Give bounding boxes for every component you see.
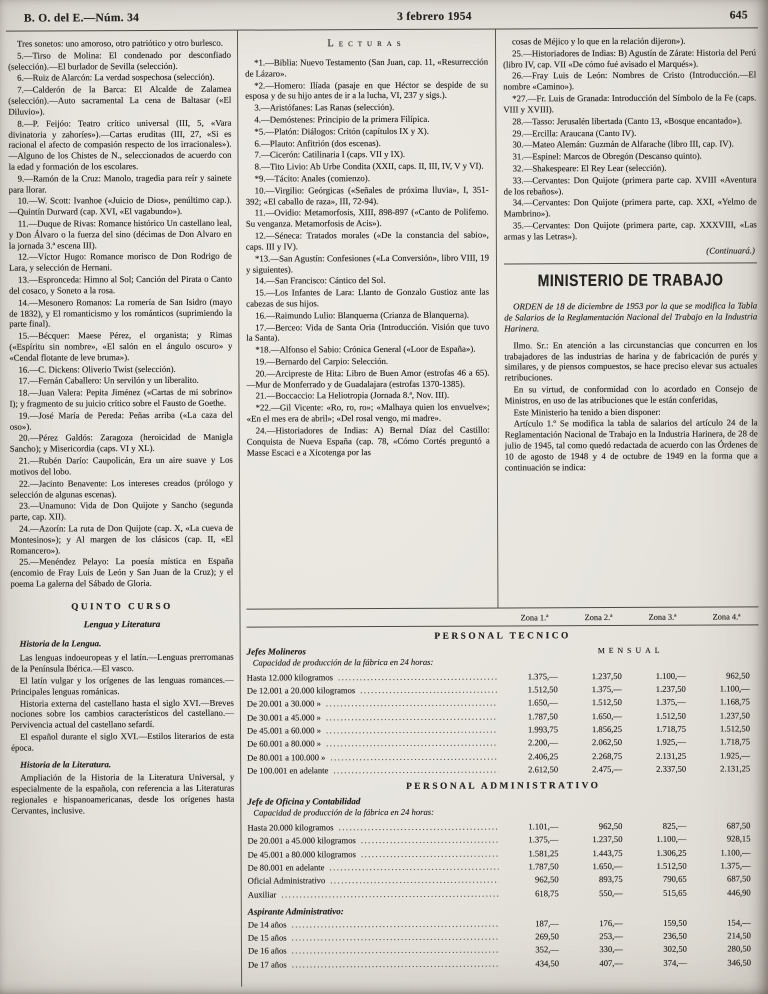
- curriculum-block: 9.—Ramón de la Cruz: Manolo, tragedia para reír y sainete para llorar.: [8, 172, 232, 195]
- table-row: [248, 886, 760, 902]
- lecturas-item: 35.—Cervantes: Don Quijote (primera parte, cap. XXXVIII, «Las armas y las Letras»).: [503, 219, 757, 242]
- dot-leader: [333, 763, 498, 777]
- zone3-value: 1.925,—: [655, 736, 687, 748]
- zone1-value: 2.200,—: [527, 737, 559, 748]
- curriculum-block: 20.—Pérez Galdós: Zaragoza (heroicidad de Manigla Sancho); y Misericordia (caps. VI y XL).: [9, 432, 233, 454]
- zone3-value: 236,50: [663, 930, 687, 941]
- zone2-value: 1.856,25: [591, 723, 623, 735]
- lecturas-item: 19.—Bernardo del Carpio: Selección.: [255, 356, 389, 367]
- zone1-value: 962,50: [535, 874, 559, 885]
- curriculum-block: 10.—W. Scott: Ivanhoe («Juicio de Dios», penúltimo cap.).—Quintín Durward (cap. XVI, «El vagabundo»).: [8, 195, 232, 217]
- ministry-section: [504, 263, 758, 473]
- zone4-value: 687,50: [727, 873, 751, 884]
- zone4-value: 1.168,75: [719, 696, 750, 707]
- zone4-value: 214,50: [727, 930, 751, 941]
- row-label: De 80.001 a 100.000 »: [247, 751, 326, 763]
- zone1-value: 1.993,75: [527, 724, 559, 735]
- dot-leader: [360, 684, 498, 698]
- row-label: De 14 años: [247, 919, 287, 930]
- administrativo-group-label: Jefe de Oficina y Contabilidad: [247, 796, 361, 807]
- lecturas-item: 17.—Berceo: Vida de Santa Oria (Introducción. Visión que tuvo la Santa).: [246, 321, 490, 344]
- dot-leader: [281, 887, 498, 901]
- curriculum-block: 17.—Fernán Caballero: Un servilón y un liberalito.: [18, 375, 199, 386]
- zone2-value: 1.512,50: [591, 697, 622, 708]
- lecturas-item: 15.—Los Infantes de Lara: Llanto de Gonzalo Gustioz ante las cabezas de sus hijos.: [246, 286, 490, 309]
- zone3-value: 1.512,50: [656, 860, 687, 871]
- row-label: De 100.001 en adelante: [247, 765, 329, 776]
- lecturas-item: 16.—Raimundo Lulio: Blanquerna (Crianza de Blanquerna).: [255, 309, 469, 321]
- curriculum-block: 11.—Duque de Rivas: Romance histórico Un castellano leal, y Don Álvaro o la fuerza del sino (décimas de Don Alvaro en la jornada 3.ª escena III).: [8, 217, 232, 251]
- zone2-value: 962,50: [598, 820, 623, 832]
- row-label: De 17 años: [248, 959, 287, 970]
- lecturas-item: 7.—Cicerón: Catilinaria I (caps. VII y IX).: [254, 149, 406, 160]
- curriculum-block: 23.—Unamuno: Vida de Don Quijote y Sancho (segunda parte, cap. XII).: [10, 499, 234, 522]
- row-label: De 12.001 a 20.000 kilogramos: [246, 685, 356, 696]
- row-label: De 30.001 a 45.000 »: [246, 711, 321, 723]
- zone2-value: 2.062,50: [591, 737, 623, 748]
- spacer: [360, 803, 759, 805]
- orden-paragraph: Este Ministerio ha tenido a bien disponer:: [513, 406, 661, 418]
- lecturas-item: 30.—Mateo Alemán: Guzmán de Alfarache (libro III, cap. IV).: [512, 138, 734, 150]
- aspirante-group-label: Aspirante Administrativo:: [247, 906, 344, 917]
- zone1-value: 2.612,50: [528, 764, 559, 775]
- gazette-issue: B. O. del E.—Núm. 34: [23, 12, 140, 25]
- row-label: Hasta 20.000 kilogramos: [247, 822, 334, 833]
- row-label: Hasta 12.000 kilogramos: [246, 671, 333, 683]
- dot-leader: [329, 860, 498, 874]
- tecnico-heading: PERSONAL TECNICO: [434, 631, 571, 642]
- zone4-value: 1.237,50: [719, 710, 750, 721]
- zone3-value: 1.306,25: [656, 847, 687, 858]
- zone2-value: 893,75: [599, 874, 623, 885]
- zone1-value: 1.101,—: [528, 821, 559, 832]
- zone1-value: 1.375,—: [528, 834, 559, 845]
- lecturas-item: cosas de Méjico y lo que en la relación dijeron»).: [511, 35, 686, 47]
- zone3-value: 2.131,25: [656, 750, 687, 761]
- curriculum-block: Ampliación de la Historia de la Literatura Universal, y especialmente de la española, con referencia a las Literaturas regionales e hispanoamericanas, desde los orígenes hasta Cervantes, inclusive.: [11, 772, 235, 816]
- lecturas-item: 20.—Arcipreste de Hita: Libro de Buen Amor (estrofas 46 a 65).—Mur de Monferrado y de Guadalajara (estrofas 1370-1385).: [246, 367, 490, 390]
- dot-leader: [292, 957, 499, 971]
- orden-paragraph: Ilmo. Sr.: En atención a las circunstancias que concurren en los trabajadores de las industrias de harina y de fabricación de purés y similares, y de piensos compuestos, se hace preciso elevar sus actuales retribuciones.: [504, 339, 758, 383]
- tecnico-group-row: [247, 644, 759, 656]
- orden-summary: ORDEN de 18 de diciembre de 1953 por la que se modifica la Tabla de Salarios de la Reglamentación Nacional del Trabajo en la Industria Harinera.: [504, 300, 758, 334]
- dot-leader: [326, 697, 498, 711]
- lecturas-item: 25.—Historiadores de Indias: B) Agustín de Zárate: Historia del Perú (libro IV, cap. VII «De cómo fué avisado el Marqués»).: [503, 47, 757, 70]
- curriculum-block: 21.—Rubén Darío: Caupolicán, Era un aire suave y Los motivos del lobo.: [9, 454, 233, 477]
- row-label: De 15 años: [247, 932, 287, 943]
- row-label: De 45.001 a 60.000 »: [246, 725, 322, 736]
- zone3-value: 1.100,—: [655, 670, 686, 681]
- lecturas-item: 28.—Tasso: Jerusalén libertada (Canto 13, «Bosque encantado»).: [512, 115, 743, 127]
- lecturas-item: 29.—Ercilla: Araucana (Canto IV).: [512, 127, 637, 138]
- zone1-value: 1.650,—: [527, 697, 558, 708]
- lecturas-item: 12.—Séneca: Tratados morales («De la constancia del sabio», caps. III y IV).: [245, 229, 489, 252]
- lecturas-heading: Lecturas: [327, 37, 406, 50]
- zone4-value: 280,50: [727, 943, 751, 954]
- zone2-value: 1.237,50: [592, 834, 623, 845]
- row-label: Oficial Administrativo: [247, 875, 326, 886]
- curriculum-block: El latín vulgar y los orígenes de las lenguas romances.—Principales lenguas románicas.: [10, 674, 234, 697]
- curriculum-block: Tres sonetos: uno amoroso, otro patriótico y otro burlesco.: [16, 37, 223, 49]
- zone4-value: 154,—: [727, 917, 751, 928]
- curriculum-block: QUINTO CURSO: [71, 600, 173, 612]
- curriculum-block: 25.—Menéndez Pelayo: La poesía mística en España (encomio de Fray Luis de León y San Juan de la Cruz); y el poema La galerna del Sábado de Gloria.: [10, 556, 234, 589]
- lecturas-item: 24.—Historiadores de Indias: A) Bernal Díaz del Castillo: Conquista de Nueva España (cap. 78, «Cómo Cortés preguntó a Masse Escaci e a Xicotenga por las: [246, 424, 490, 458]
- curriculum-block: Historia externa del castellano hasta el siglo XVI.—Breves nociones sobre los cambios característicos del castellano.—Pervivencia actual del castellano sefardí.: [10, 697, 234, 730]
- lecturas-item: 3.—Aristófanes: Las Ranas (selección).: [254, 102, 395, 113]
- curriculum-block: Las lenguas indoeuropeas y el latín.—Lenguas prerromanas de la Península Ibérica.—El vasco.: [10, 651, 234, 674]
- zone1-value: 352,—: [535, 944, 559, 955]
- lecturas-item: 31.—Espinel: Marcos de Obregón (Descanso quinto).: [512, 150, 702, 162]
- lecturas-item: 14.—San Francisco: Cántico del Sol.: [255, 275, 386, 286]
- zone-header: Zona 1.ª: [520, 613, 549, 623]
- lecturas-list-continued: [503, 35, 757, 242]
- dot-leader: [292, 917, 499, 931]
- spacer: [306, 653, 503, 654]
- zone4-value: 446,90: [727, 886, 751, 898]
- zone4-value: 687,50: [726, 820, 751, 831]
- zone-header: Zona 4.ª: [712, 612, 741, 622]
- dot-leader: [292, 944, 499, 958]
- salary-table: [246, 606, 760, 971]
- curriculum-block: 19.—José María de Pereda: Peñas arriba («La caza del oso»).: [9, 409, 233, 432]
- zone4-value: 962,50: [726, 670, 750, 681]
- zone1-value: 2.406,25: [528, 750, 559, 761]
- column-divider-left: [237, 31, 242, 987]
- lecturas-list: [245, 56, 490, 457]
- curriculum-block: 5.—Tirso de Molina: El condenado por desconfiado (selección).—El burlador de Sevilla (selección).: [8, 49, 232, 72]
- zone1-value: 1.512,50: [527, 684, 558, 695]
- gazette-date: 3 febrero 1954: [397, 10, 472, 23]
- dot-leader: [330, 874, 498, 888]
- orden-paragraph: En su virtud, de conformidad con lo acordado en Consejo de Ministros, en uso de las atribuciones que le están conferidas,: [504, 383, 758, 406]
- row-label: De 80.001 en adelante: [247, 862, 325, 873]
- zone-header-row: [247, 610, 759, 627]
- zone2-value: 253,—: [599, 931, 623, 942]
- lecturas-item: 33.—Cervantes: Don Quijote (primera parte cap. XVIII «Aventura de los rebaños»).: [503, 174, 757, 197]
- lecturas-item: 10.—Virgilio: Geórgicas («Señales de próxima lluvia», I, 351-392; «El caballo de raza», III, 72-94).: [245, 184, 489, 207]
- lecturas-item: *2.—Homero: Ilíada (pasaje en que Héctor se despide de su esposa y de su hijo antes de ir a la lucha, VI, 237 y sigs.).: [245, 79, 489, 101]
- zone-header: Zona 2.ª: [584, 613, 613, 623]
- dot-leader: [326, 710, 498, 724]
- zone1-value: 187,—: [535, 918, 559, 929]
- tecnico-group-label: Jefes Molineros: [246, 646, 306, 657]
- zone3-value: 302,50: [663, 944, 687, 955]
- zone3-value: 1.512,50: [655, 710, 686, 721]
- zone3-value: 159,50: [663, 917, 687, 928]
- page-number: 645: [729, 9, 748, 22]
- orden-body: [504, 339, 758, 473]
- zone1-value: 1.581,25: [528, 847, 559, 858]
- zone4-value: 1.375,—: [720, 860, 751, 871]
- dot-leader: [339, 820, 499, 834]
- aspirante-rows: [248, 916, 760, 971]
- zone3-value: 374,—: [663, 957, 688, 968]
- ministry-heading: MINISTERIO DE TRABAJO: [537, 271, 724, 292]
- dot-leader: [326, 723, 498, 737]
- dot-leader: [338, 670, 498, 684]
- curriculum-block: 24.—Azorín: La ruta de Don Quijote (cap. X, «La cueva de Montesinos»); y Al margen de los clásicos (cap. II, «El Romancero»).: [10, 522, 234, 556]
- curriculum-block: 16.—C. Dickens: Oliverio Twist (selección).: [18, 363, 176, 375]
- zone2-value: 330,—: [599, 944, 623, 955]
- row-label: De 45.001 a 80.000 kilogramos: [247, 848, 356, 860]
- zone2-value: 1.650,—: [591, 710, 622, 721]
- lecturas-item: *22.—Gil Vicente: «Ro, ro, ro»; «Malhaya quien los envuelve»; «En el mes era de abril»; «Del rosal vengo, mi madre».: [246, 401, 490, 424]
- zone3-value: 825,—: [662, 820, 687, 831]
- zone1-value: 1.787,50: [528, 861, 559, 872]
- lecturas-item: 32.—Shakespeare: El Rey Lear (selección).: [512, 162, 667, 174]
- curriculum-block: Lengua y Literatura: [83, 619, 161, 630]
- zone3-value: 1.237,50: [655, 683, 686, 694]
- lecturas-item: 11.—Ovidio: Metamorfosis, XIII, 898-897 («Canto de Polifemo. Su venganza. Metamorfosis de Acis»).: [245, 207, 489, 229]
- zone2-value: 1.650,—: [592, 860, 623, 871]
- tecnico-rows: [247, 669, 759, 778]
- lecturas-item: *5.—Platón: Diálogos: Critón (capítulos IX y X).: [254, 125, 429, 137]
- zone2-value: 2.475,—: [592, 763, 623, 775]
- zone3-value: 1.100,—: [656, 833, 687, 845]
- curriculum-block: El español durante el siglo XVI.—Estilos literarios de esta época.: [11, 730, 235, 753]
- zone1-value: 1.787,50: [527, 710, 558, 722]
- zone4-value: 2.131,25: [720, 763, 751, 774]
- dot-leader: [326, 737, 498, 751]
- row-label: Auxiliar: [247, 889, 277, 900]
- curriculum-block: 7.—Calderón de la Barca: El Alcalde de Zalamea (selección).—Auto sacramental La cena de Baltasar («El Diluvio»).: [8, 83, 232, 117]
- zone4-value: 1.100,—: [719, 683, 750, 694]
- zone2-value: 1.375,—: [591, 684, 622, 695]
- masthead: [24, 9, 748, 24]
- zone1-value: 434,50: [535, 958, 560, 969]
- lecturas-item: 4.—Demóstenes: Principio de la primera Filípica.: [254, 113, 430, 125]
- curriculum-block: 14.—Mesonero Romanos: La romería de San Isidro (mayo de 1832), y El romanticismo y los románticos (suprimiendo la parte final).: [9, 296, 233, 329]
- dot-leader: [361, 847, 499, 861]
- column-divider-right: [495, 30, 499, 608]
- lecturas-item: *9.—Tácito: Anales (comienzo).: [254, 173, 370, 184]
- curriculum-block: 15.—Bécquer: Maese Pérez, el organista; y Rimas («Espíritu sin nombre», «El salón en el ángulo oscuro» y «Cendal flotante de leve bruma»).: [9, 329, 233, 363]
- row-label: De 20.001 a 45.000 kilogramos: [247, 835, 356, 846]
- lecturas-item: *27.—Fr. Luis de Granada: Introducción del Símbolo de la Fe (caps. VIII y XVIII).: [503, 92, 757, 115]
- table-row: [247, 762, 759, 778]
- curriculum-block: 18.—Juan Valera: Pepita Jiménez («Cartas de mi sobrino» I); y fragmento de su juicio crítico sobre el Fausto de Goethe.: [9, 386, 233, 409]
- dot-leader: [361, 834, 499, 848]
- lecturas-item: 26.—Fray Luis de León: Nombres de Cristo (Introducción.—El nombre «Camino»).: [503, 69, 757, 92]
- column-right: [503, 35, 758, 606]
- zone4-value: 1.100,—: [720, 846, 751, 858]
- lecturas-item: 8.—Tito Livio: Ab Urbe Condita (XXII, caps. II, III, IV, V y VI).: [254, 160, 484, 172]
- administrativo-rows: [247, 819, 759, 901]
- column-middle: [245, 37, 490, 608]
- zone1-value: 1.375,—: [527, 670, 558, 682]
- table-row: [248, 956, 760, 972]
- lecturas-item: *18.—Alfonso el Sabio: Crónica General («Loor de España»).: [255, 343, 476, 355]
- orden-paragraph: Artículo 1.º Se modifica la tabla de salarios del artículo 24 de la Reglamentación Nacional de Trabajo en la Industria Harinera, de 28 de julio de 1945, tal como quedó redactada de acuerdo con las Órdenes de 10 de agosto de 1948 y 4 de octubre de 1949 en la forma que a continuación se indica:: [504, 417, 758, 473]
- administrativo-note: Capacidad de producción de la fábrica en 24 horas:: [253, 807, 435, 818]
- curriculum-list: [8, 38, 234, 817]
- curriculum-block: Historia de la Lengua.: [19, 638, 102, 650]
- zone3-value: 1.375,—: [655, 697, 686, 708]
- lecturas-item: 21.—Boccaccio: La Heliotropia (Jornada 8.ª, Nov. III).: [255, 390, 450, 402]
- column-left: [8, 38, 235, 989]
- zone1-value: 269,50: [535, 931, 559, 942]
- zone4-value: 1.925,—: [720, 750, 751, 761]
- dot-leader: [292, 931, 499, 945]
- dot-leader: [330, 750, 498, 764]
- curriculum-block: 8.—P. Feijóo: Teatro crítico universal (III, 5, «Vara divinatoria y zahoríes»).—Cartas eruditas (III, 27, «Si es racional el afecto de compasión respecto de los irracionales»).—Alguno de los Chistes de N., seleccionados de acuerdo con la edad y formación de los escolares.: [8, 117, 232, 172]
- lecturas-item: 34.—Cervantes: Don Quijote (primera parte, cap. XXI, «Yelmo de Mambrino»).: [503, 196, 757, 219]
- lecturas-item: *13.—San Agustín: Confesiones («La Conversión», libro VIII, 19 y siguientes).: [245, 252, 489, 275]
- zone3-value: 790,65: [663, 873, 687, 885]
- tecnico-note: Capacidad de producción de la fábrica en 24 horas:: [252, 656, 434, 668]
- curriculum-block: 13.—Espronceda: Himno al Sol; Canción del Pirata o Canto del cosaco, y Soneto a la rosa.: [9, 273, 233, 296]
- administrativo-group-row: [247, 795, 759, 807]
- zone-header: Zona 3.ª: [648, 612, 677, 622]
- zone2-value: 1.443,75: [592, 847, 623, 858]
- zone2-value: 550,—: [599, 887, 623, 898]
- zone3-value: 2.337,50: [656, 763, 687, 774]
- zone1-value: 618,75: [535, 887, 559, 898]
- lecturas-item: 6.—Plauto: Anfitrión (dos escenas).: [254, 137, 381, 149]
- zone-header-spacer: [247, 620, 503, 621]
- zone2-value: 407,—: [599, 957, 624, 968]
- zone3-value: 1.718,75: [655, 723, 687, 734]
- zone4-value: 1.512,50: [719, 723, 751, 734]
- zone4-value: 346,50: [727, 957, 752, 968]
- row-label: De 20.001 a 30.000 »: [246, 698, 321, 709]
- curriculum-block: 22.—Jacinto Benavente: Los intereses creados (prólogo y selección de algunas escenas).: [9, 477, 233, 500]
- zone3-value: 515,65: [663, 887, 687, 898]
- mensual-label: MENSUAL: [597, 645, 664, 656]
- zone2-value: 176,—: [599, 917, 623, 928]
- curriculum-block: 12.—Víctor Hugo: Romance morisco de Don Rodrigo de Lara, y selección de Hernani.: [8, 251, 232, 273]
- masthead-rule: [6, 27, 758, 31]
- curriculum-block: 6.—Ruiz de Alarcón: La verdad sospechosa (selección).: [17, 72, 215, 84]
- zone4-value: 928,15: [726, 833, 751, 844]
- administrativo-heading: PERSONAL ADMINISTRATIVO: [406, 781, 601, 793]
- zone4-value: 1.718,75: [719, 736, 751, 747]
- zone2-value: 1.237,50: [591, 670, 622, 681]
- zone2-value: 2.268,75: [592, 750, 623, 761]
- row-label: De 16 años: [247, 945, 287, 957]
- curriculum-block: Historia de la Literatura.: [20, 758, 112, 770]
- lecturas-item: *1.—Biblia: Nuevo Testamento (San Juan, cap. 11, «Resurrección de Lázaro».: [245, 56, 489, 79]
- continuara-note: (Continuará.): [706, 245, 755, 256]
- row-label: De 60.001 a 80.000 »: [247, 738, 322, 749]
